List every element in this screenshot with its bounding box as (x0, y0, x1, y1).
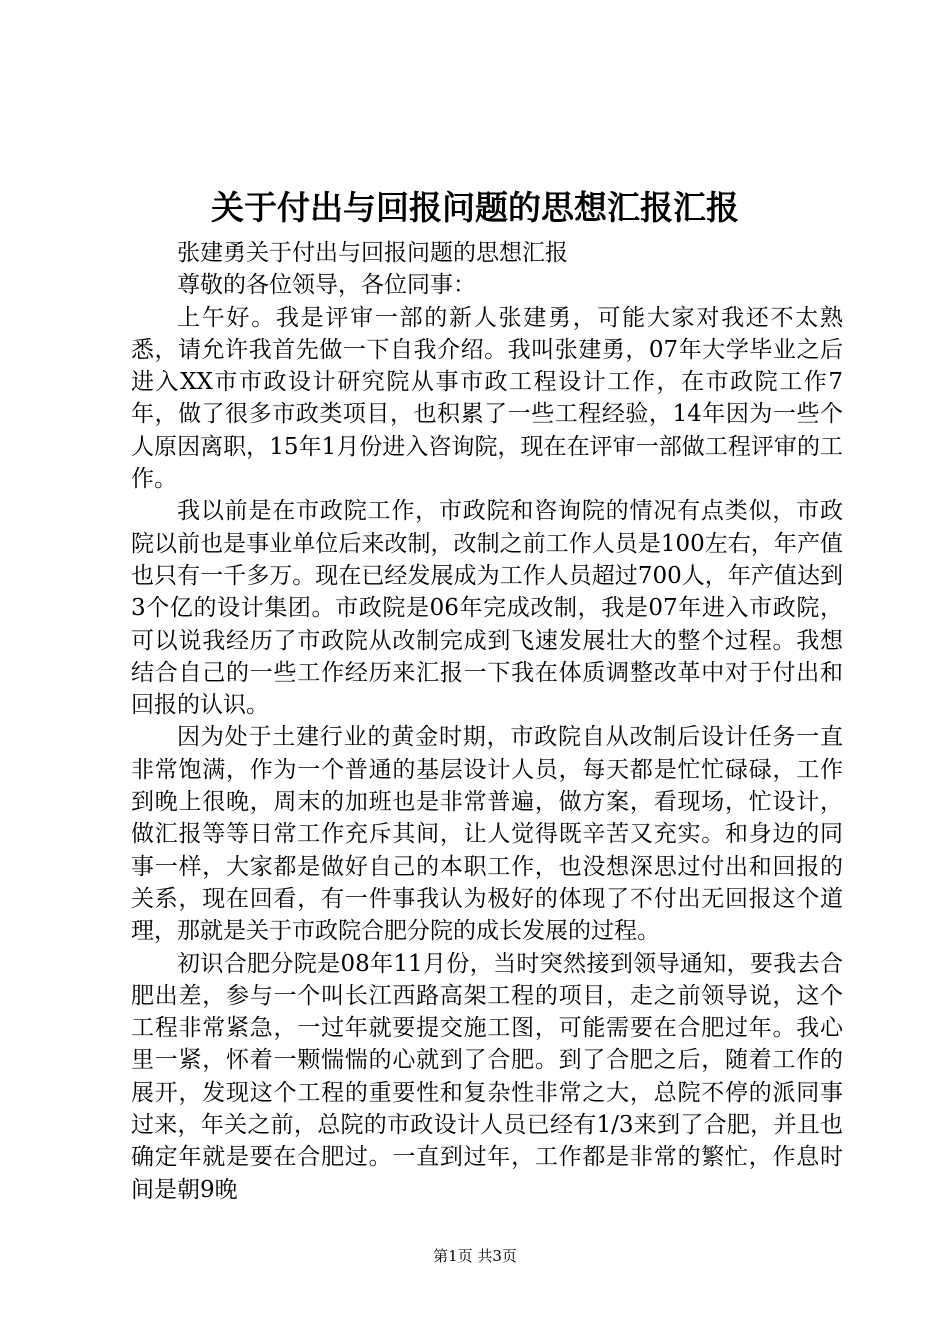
paragraph: 我以前是在市政院工作，市政院和咨询院的情况有点类似，市政院以前也是事业单位后来改制，改制之前工作人员是100左右，年产值也只有一千多万。现在已经发展成为工作人员超过700人，年产值达到3个亿的设计集团。市政院是06年完成改制，我是07年进入市政院，可以说我经历了市政院从改制完成到飞速发展壮大的整个过程。我想结合自己的一些工作经历来汇报一下我在体质调整改革中对于付出和回报的认识。 (131, 498, 843, 719)
paragraph: 因为处于土建行业的黄金时期，市政院自从改制后设计任务一直非常饱满，作为一个普通的基层设计人员，每天都是忙忙碌碌，工作到晚上很晚，周末的加班也是非常普遍，做方案，看现场，忙设计，做汇报等等日常工作充斥其间，让人觉得既辛苦又充实。和身边的同事一样，大家都是做好自己的本职工作，也没想深思过付出和回报的关系，现在回看，有一件事我认为极好的体现了不付出无回报这个道理，那就是关于市政院合肥分院的成长发展的过程。 (131, 724, 843, 945)
document-body (131, 237, 843, 1206)
page-number-footer: 第1页 共3页 (433, 1247, 517, 1265)
paragraph-salutation: 尊敬的各位领导，各位同事： (177, 272, 476, 299)
paragraph-subtitle: 张建勇关于付出与回报问题的思想汇报 (177, 240, 568, 266)
document-title: 关于付出与回报问题的思想汇报汇报 (211, 188, 739, 227)
paragraph: 初识合肥分院是08年11月份，当时突然接到领导通知，要我去合肥出差，参与一个叫长江西路高架工程的项目，走之前领导说，这个工程非常紧急，一过年就要提交施工图，可能需要在合肥过年。我心里一紧，怀着一颗惴惴的心就到了合肥。到了合肥之后，随着工作的展开，发现这个工程的重要性和复杂性非常之大，总院不停的派同事过来，年关之前，总院的市政设计人员已经有1/3来到了合肥，并且也确定年就是要在合肥过。一直到过年，工作都是非常的繁忙，作息时间是朝9晚 (131, 950, 843, 1203)
paragraph: 上午好。我是评审一部的新人张建勇，可能大家对我还不太熟悉，请允许我首先做一下自我介绍。我叫张建勇，07年大学毕业之后进入XX市市政设计研究院从事市政工程设计工作，在市政院工作7年，做了很多市政类项目，也积累了一些工程经验，14年因为一些个人原因离职，15年1月份进入咨询院，现在在评审一部做工程评审的工作。 (131, 304, 843, 493)
